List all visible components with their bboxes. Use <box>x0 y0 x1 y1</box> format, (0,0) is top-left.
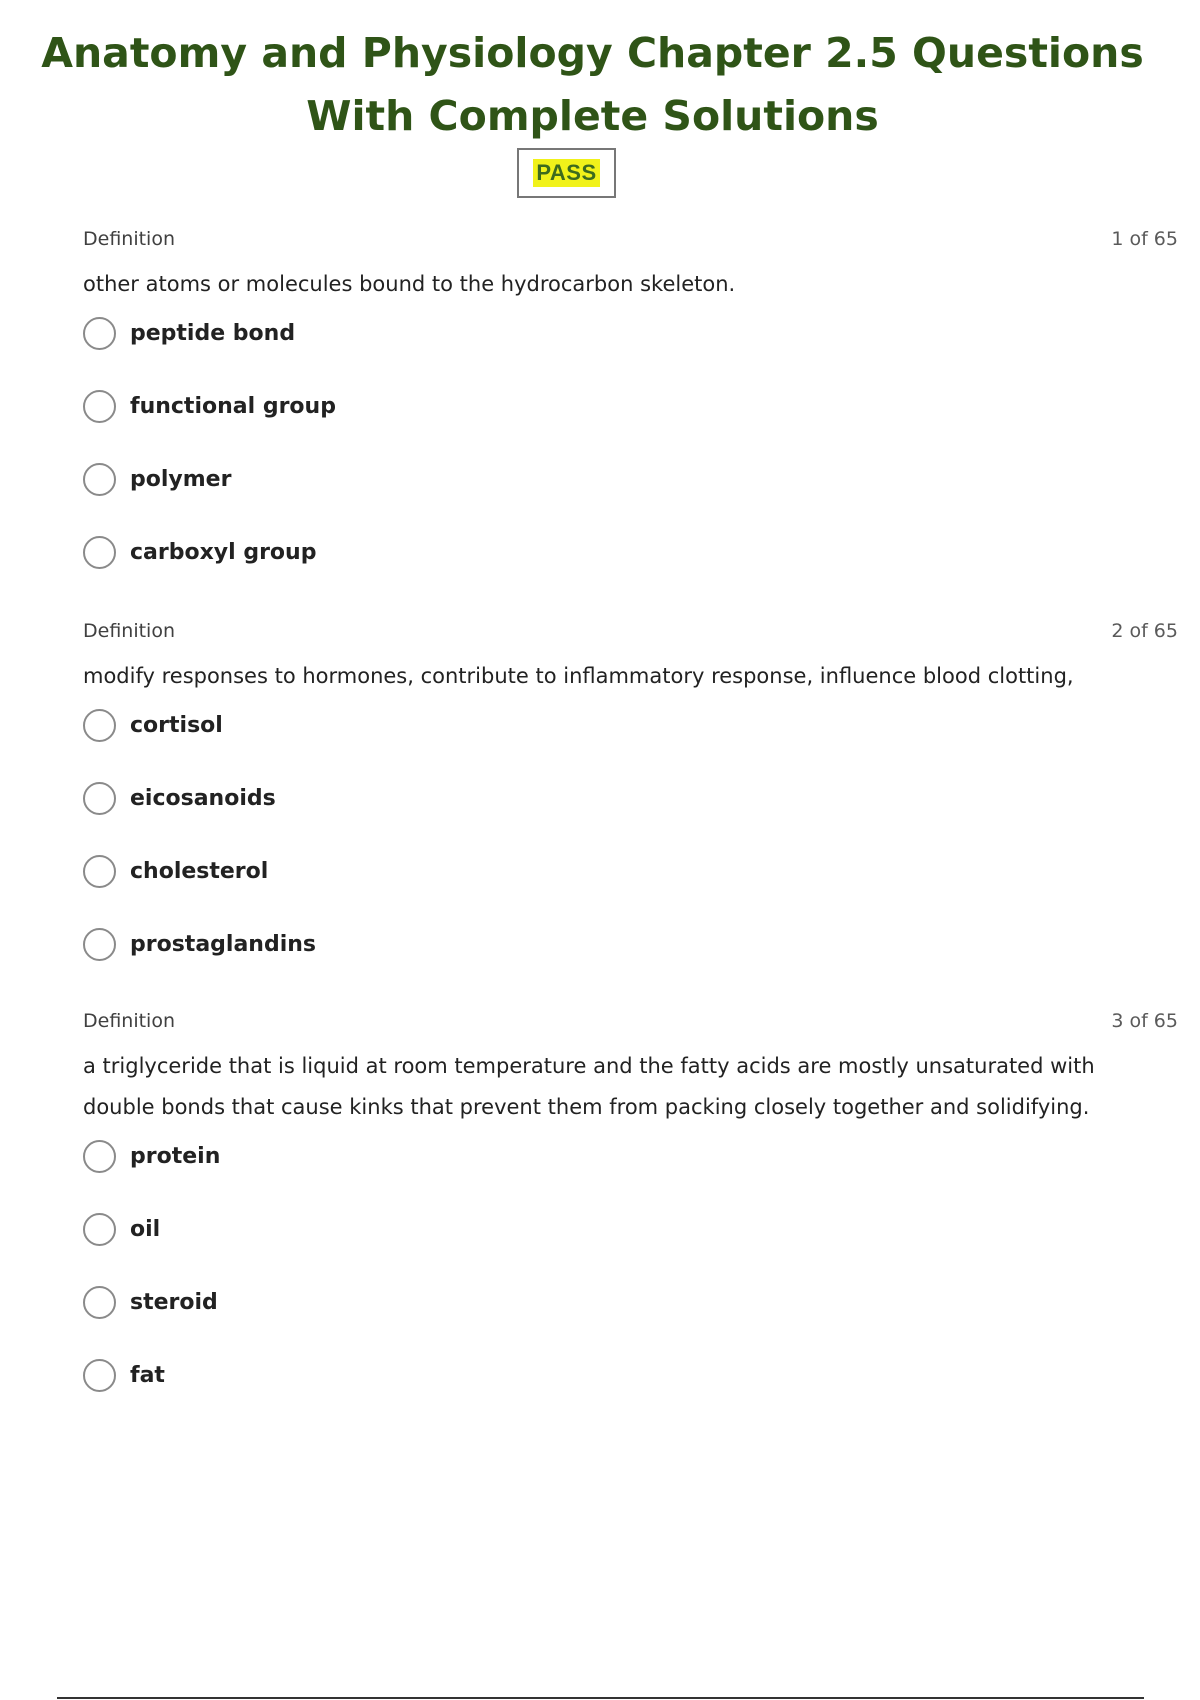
radio-circle-icon[interactable] <box>83 536 116 569</box>
radio-circle-icon[interactable] <box>83 390 116 423</box>
question-header <box>83 1010 1178 1036</box>
answer-option-label: functional group <box>130 394 336 419</box>
answer-options <box>83 317 1178 609</box>
question-header <box>83 620 1178 646</box>
radio-circle-icon[interactable] <box>83 782 116 815</box>
question-prompt: other atoms or molecules bound to the hydrocarbon skeleton. <box>83 272 736 296</box>
answer-options <box>83 1140 1178 1432</box>
answer-option[interactable] <box>83 928 1178 1001</box>
document-title: Anatomy and Physiology Chapter 2.5 Questions With Complete Solutions <box>41 29 1144 140</box>
pass-badge-label: PASS <box>533 159 599 187</box>
answer-option-label: steroid <box>130 1290 218 1315</box>
answer-option[interactable] <box>83 317 1178 390</box>
question-header <box>83 228 1178 254</box>
answer-option-label: fat <box>130 1363 165 1388</box>
question-type-label: Definition <box>83 1010 176 1032</box>
radio-circle-icon[interactable] <box>83 1359 116 1392</box>
answer-option-label: eicosanoids <box>130 786 276 811</box>
answer-option[interactable] <box>83 1140 1178 1213</box>
radio-circle-icon[interactable] <box>83 463 116 496</box>
question-counter: 1 of 65 <box>1111 228 1178 250</box>
answer-option[interactable] <box>83 463 1178 536</box>
answer-option-label: cholesterol <box>130 859 269 884</box>
answer-option[interactable] <box>83 1359 1178 1432</box>
question-counter: 3 of 65 <box>1111 1010 1178 1032</box>
answer-option[interactable] <box>83 1286 1178 1359</box>
answer-option[interactable] <box>83 1213 1178 1286</box>
answer-option[interactable] <box>83 709 1178 782</box>
answer-option[interactable] <box>83 782 1178 855</box>
answer-options <box>83 709 1178 1001</box>
question-type-label: Definition <box>83 620 176 642</box>
question-card-3 <box>83 1010 1178 1432</box>
radio-circle-icon[interactable] <box>83 1213 116 1246</box>
question-card-2 <box>83 620 1178 1001</box>
answer-option[interactable] <box>83 855 1178 928</box>
radio-circle-icon[interactable] <box>83 855 116 888</box>
answer-option-label: oil <box>130 1217 161 1242</box>
answer-option-label: carboxyl group <box>130 540 317 565</box>
radio-circle-icon[interactable] <box>83 709 116 742</box>
radio-circle-icon[interactable] <box>83 317 116 350</box>
question-prompt: a triglyceride that is liquid at room temperature and the fatty acids are mostly unsaturated with double bonds that cause kinks that prevent them from packing closely together and solidifying. <box>83 1054 1095 1119</box>
answer-option-label: protein <box>130 1144 221 1169</box>
answer-option-label: peptide bond <box>130 321 296 346</box>
answer-option-label: prostaglandins <box>130 932 317 957</box>
question-counter: 2 of 65 <box>1111 620 1178 642</box>
answer-option-label: polymer <box>130 467 232 492</box>
question-prompt: modify responses to hormones, contribute to inflammatory response, influence blood clotting, <box>83 664 1074 688</box>
radio-circle-icon[interactable] <box>83 1286 116 1319</box>
answer-option[interactable] <box>83 536 1178 609</box>
question-type-label: Definition <box>83 228 176 250</box>
radio-circle-icon[interactable] <box>83 928 116 961</box>
answer-option[interactable] <box>83 390 1178 463</box>
question-card-1 <box>83 228 1178 609</box>
radio-circle-icon[interactable] <box>83 1140 116 1173</box>
page-bottom-divider <box>57 1697 1144 1699</box>
answer-option-label: cortisol <box>130 713 223 738</box>
pass-badge <box>517 148 616 198</box>
